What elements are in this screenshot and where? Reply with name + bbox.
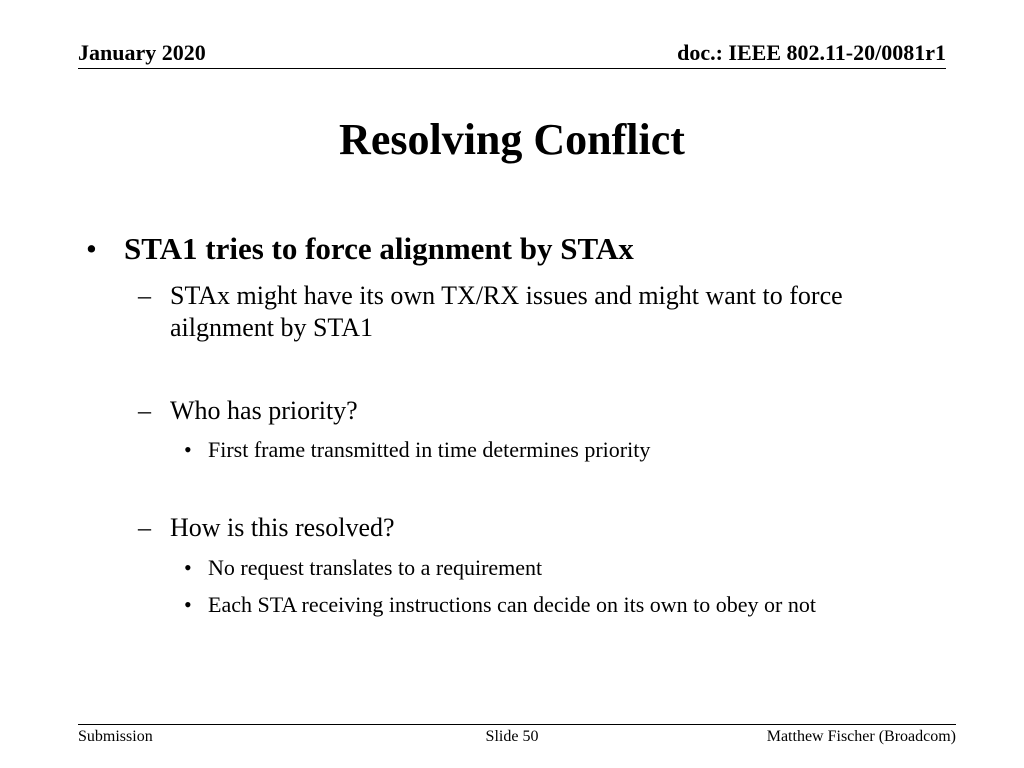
bullet-level1: STA1 tries to force alignment by STAx [124, 231, 634, 266]
footer-author: Matthew Fischer (Broadcom) [766, 728, 956, 745]
dash-marker: – [138, 396, 151, 425]
sub-bullet-2: Who has priority? [170, 396, 358, 425]
dash-marker: – [138, 281, 151, 310]
slide-title: Resolving Conflict [339, 115, 685, 164]
footer-slide-number: Slide 50 [485, 728, 539, 745]
footer-submission: Submission [78, 728, 153, 745]
sub-bullet-1: STAx might have its own TX/RX issues and might want to force ailgnment by STA1 [170, 281, 843, 342]
header-date: January 2020 [78, 40, 206, 65]
sub-sub-bullet: First frame transmitted in time determines priority [208, 437, 651, 462]
bullet-marker: • [184, 437, 192, 462]
footer-divider [78, 724, 956, 725]
sub-sub-bullet: Each STA receiving instructions can decide on its own to obey or not [208, 592, 816, 617]
sub-sub-bullet: No request translates to a requirement [208, 555, 543, 580]
header-divider [78, 68, 946, 69]
bullet-marker: • [184, 555, 192, 580]
dash-marker: – [138, 513, 151, 542]
bullet-marker: • [86, 231, 97, 266]
bullet-marker: • [184, 592, 192, 617]
sub-bullet-3: How is this resolved? [170, 513, 395, 542]
header-doc-id: doc.: IEEE 802.11-20/0081r1 [677, 40, 946, 65]
